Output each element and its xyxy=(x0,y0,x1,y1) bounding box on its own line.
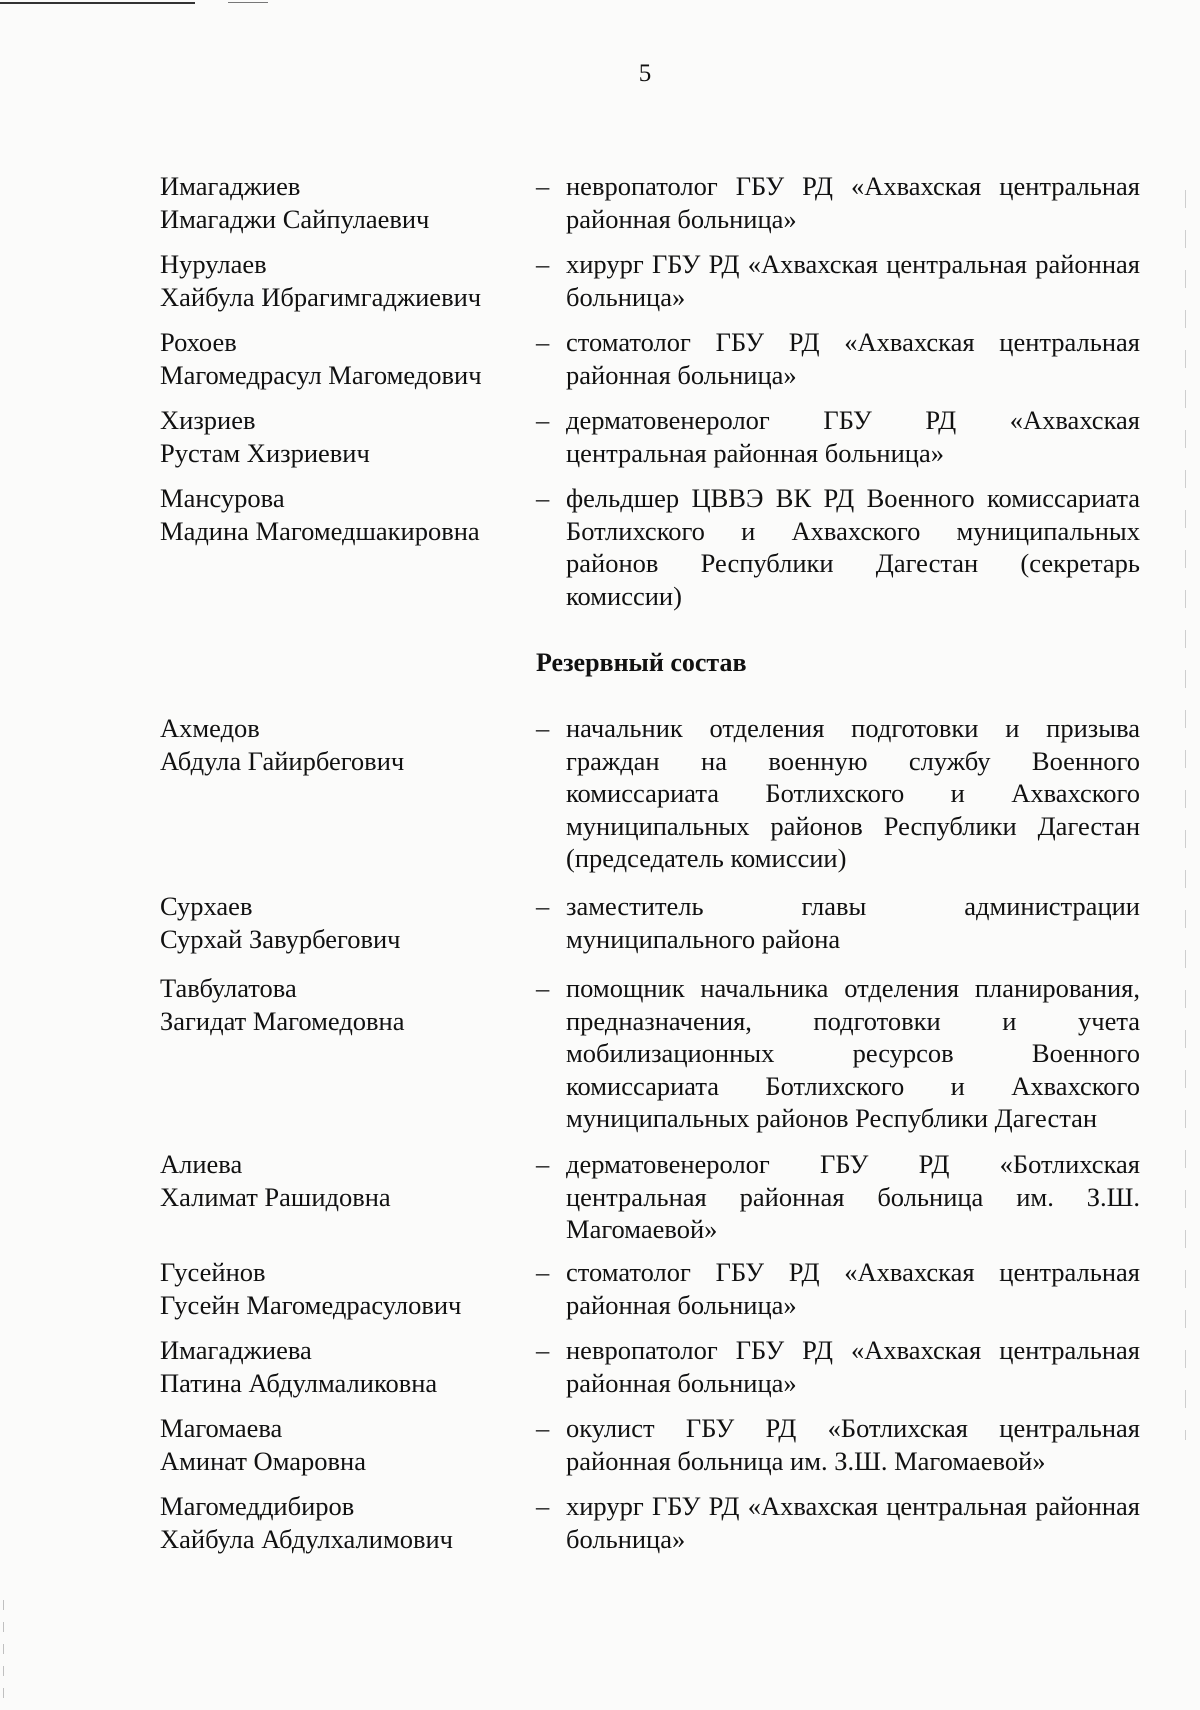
member-name xyxy=(160,404,536,469)
member-given-names: Халимат Рашидовна xyxy=(160,1181,391,1212)
dash-separator: – xyxy=(536,249,550,279)
member-position: невропатолог ГБУ РД «Ахвахская центральная районная больница» xyxy=(566,1335,1140,1398)
member-surname: Имагаджиев xyxy=(160,171,301,201)
dash-separator: – xyxy=(536,1491,550,1521)
member-given-names: Гусейн Магомедрасулович xyxy=(160,1289,462,1320)
member-given-names: Загидат Магомедовна xyxy=(160,1005,405,1036)
member-surname: Мансурова xyxy=(160,483,285,513)
scan-artifact-line xyxy=(228,2,268,3)
member-position: дерматовенеролог ГБУ РД «Ботлихская центральная районная больница им. З.Ш. Магомаевой» xyxy=(566,1149,1140,1244)
member-name xyxy=(160,482,536,547)
member-name xyxy=(160,1334,536,1399)
dash-separator: – xyxy=(536,405,550,435)
member-position: стоматолог ГБУ РД «Ахвахская центральная районная больница» xyxy=(566,327,1140,390)
member-position: окулист ГБУ РД «Ботлихская центральная районная больница им. З.Ш. Магомаевой» xyxy=(566,1413,1140,1476)
member-row xyxy=(160,170,1140,235)
scan-artifact-edge xyxy=(1185,190,1186,1440)
dash-separator: – xyxy=(536,1149,550,1179)
scan-artifact-edge xyxy=(3,1600,4,1700)
member-surname: Рохоев xyxy=(160,327,237,357)
dash-separator: – xyxy=(536,1257,550,1287)
member-surname: Тавбулатова xyxy=(160,973,297,1003)
member-given-names: Хайбула Ибрагимгаджиевич xyxy=(160,281,482,312)
member-given-names: Мадина Магомедшакировна xyxy=(160,515,480,546)
member-position: дерматовенеролог ГБУ РД «Ахвахская центральная районная больница» xyxy=(566,405,1140,468)
member-name xyxy=(160,972,536,1037)
member-name xyxy=(160,1490,536,1555)
member-row xyxy=(160,1412,1140,1477)
member-surname: Ахмедов xyxy=(160,713,260,743)
member-row xyxy=(160,248,1140,313)
dash-separator: – xyxy=(536,891,550,921)
member-row xyxy=(160,1334,1140,1399)
member-surname: Алиева xyxy=(160,1149,243,1179)
member-row xyxy=(160,972,1140,1135)
dash-separator: – xyxy=(536,973,550,1003)
member-row xyxy=(160,712,1140,875)
member-position: заместитель главы администрации муниципального района xyxy=(566,891,1140,954)
dash-separator: – xyxy=(536,713,550,743)
member-position: помощник начальника отделения планирования, предназначения, подготовки и учета мобилизационных ресурсов Военного комиссариата Ботлихского и Ахвахского муниципальных районов Республики Дагестан xyxy=(566,973,1140,1133)
member-name xyxy=(160,712,536,777)
member-surname: Магомеддибиров xyxy=(160,1491,355,1521)
member-position: хирург ГБУ РД «Ахвахская центральная районная больница» xyxy=(566,1491,1140,1554)
reserve-heading: Резервный состав xyxy=(536,648,747,677)
member-surname: Нурулаев xyxy=(160,249,267,279)
member-name xyxy=(160,1256,536,1321)
member-position: фельдшер ЦВВЭ ВК РД Военного комиссариата Ботлихского и Ахвахского муниципальных районов Республики Дагестан (секретарь комиссии) xyxy=(566,483,1140,611)
member-row xyxy=(160,482,1140,612)
member-name xyxy=(160,170,536,235)
member-given-names: Абдула Гайирбегович xyxy=(160,745,405,776)
member-given-names: Имагаджи Сайпулаевич xyxy=(160,203,430,234)
member-given-names: Рустам Хизриевич xyxy=(160,437,370,468)
member-name xyxy=(160,248,536,313)
member-surname: Хизриев xyxy=(160,405,256,435)
member-row xyxy=(160,1256,1140,1321)
dash-separator: – xyxy=(536,327,550,357)
member-position: хирург ГБУ РД «Ахвахская центральная районная больница» xyxy=(566,249,1140,312)
member-surname: Имагаджиева xyxy=(160,1335,312,1365)
member-given-names: Сурхай Завурбегович xyxy=(160,923,401,954)
member-position: стоматолог ГБУ РД «Ахвахская центральная районная больница» xyxy=(566,1257,1140,1320)
scan-artifact-line xyxy=(0,2,195,4)
page-number: 5 xyxy=(638,60,652,87)
member-name xyxy=(160,326,536,391)
member-given-names: Хайбула Абдулхалимович xyxy=(160,1523,454,1554)
member-position: начальник отделения подготовки и призыва граждан на военную службу Военного комиссариата Ботлихского и Ахвахского муниципальных районов Республики Дагестан (председатель комиссии) xyxy=(566,713,1140,873)
member-position: невропатолог ГБУ РД «Ахвахская центральная районная больница» xyxy=(566,171,1140,234)
member-given-names: Магомедрасул Магомедович xyxy=(160,359,482,390)
member-surname: Магомаева xyxy=(160,1413,283,1443)
member-row xyxy=(160,890,1140,955)
member-row xyxy=(160,326,1140,391)
member-name xyxy=(160,1412,536,1477)
member-row xyxy=(160,404,1140,469)
dash-separator: – xyxy=(536,483,550,513)
dash-separator: – xyxy=(536,1413,550,1443)
member-row xyxy=(160,1148,1140,1246)
dash-separator: – xyxy=(536,171,550,201)
member-given-names: Патина Абдулмаликовна xyxy=(160,1367,438,1398)
member-row xyxy=(160,1490,1140,1555)
member-surname: Сурхаев xyxy=(160,891,253,921)
dash-separator: – xyxy=(536,1335,550,1365)
member-name xyxy=(160,1148,536,1213)
member-surname: Гусейнов xyxy=(160,1257,266,1287)
member-given-names: Аминат Омаровна xyxy=(160,1445,366,1476)
member-name xyxy=(160,890,536,955)
